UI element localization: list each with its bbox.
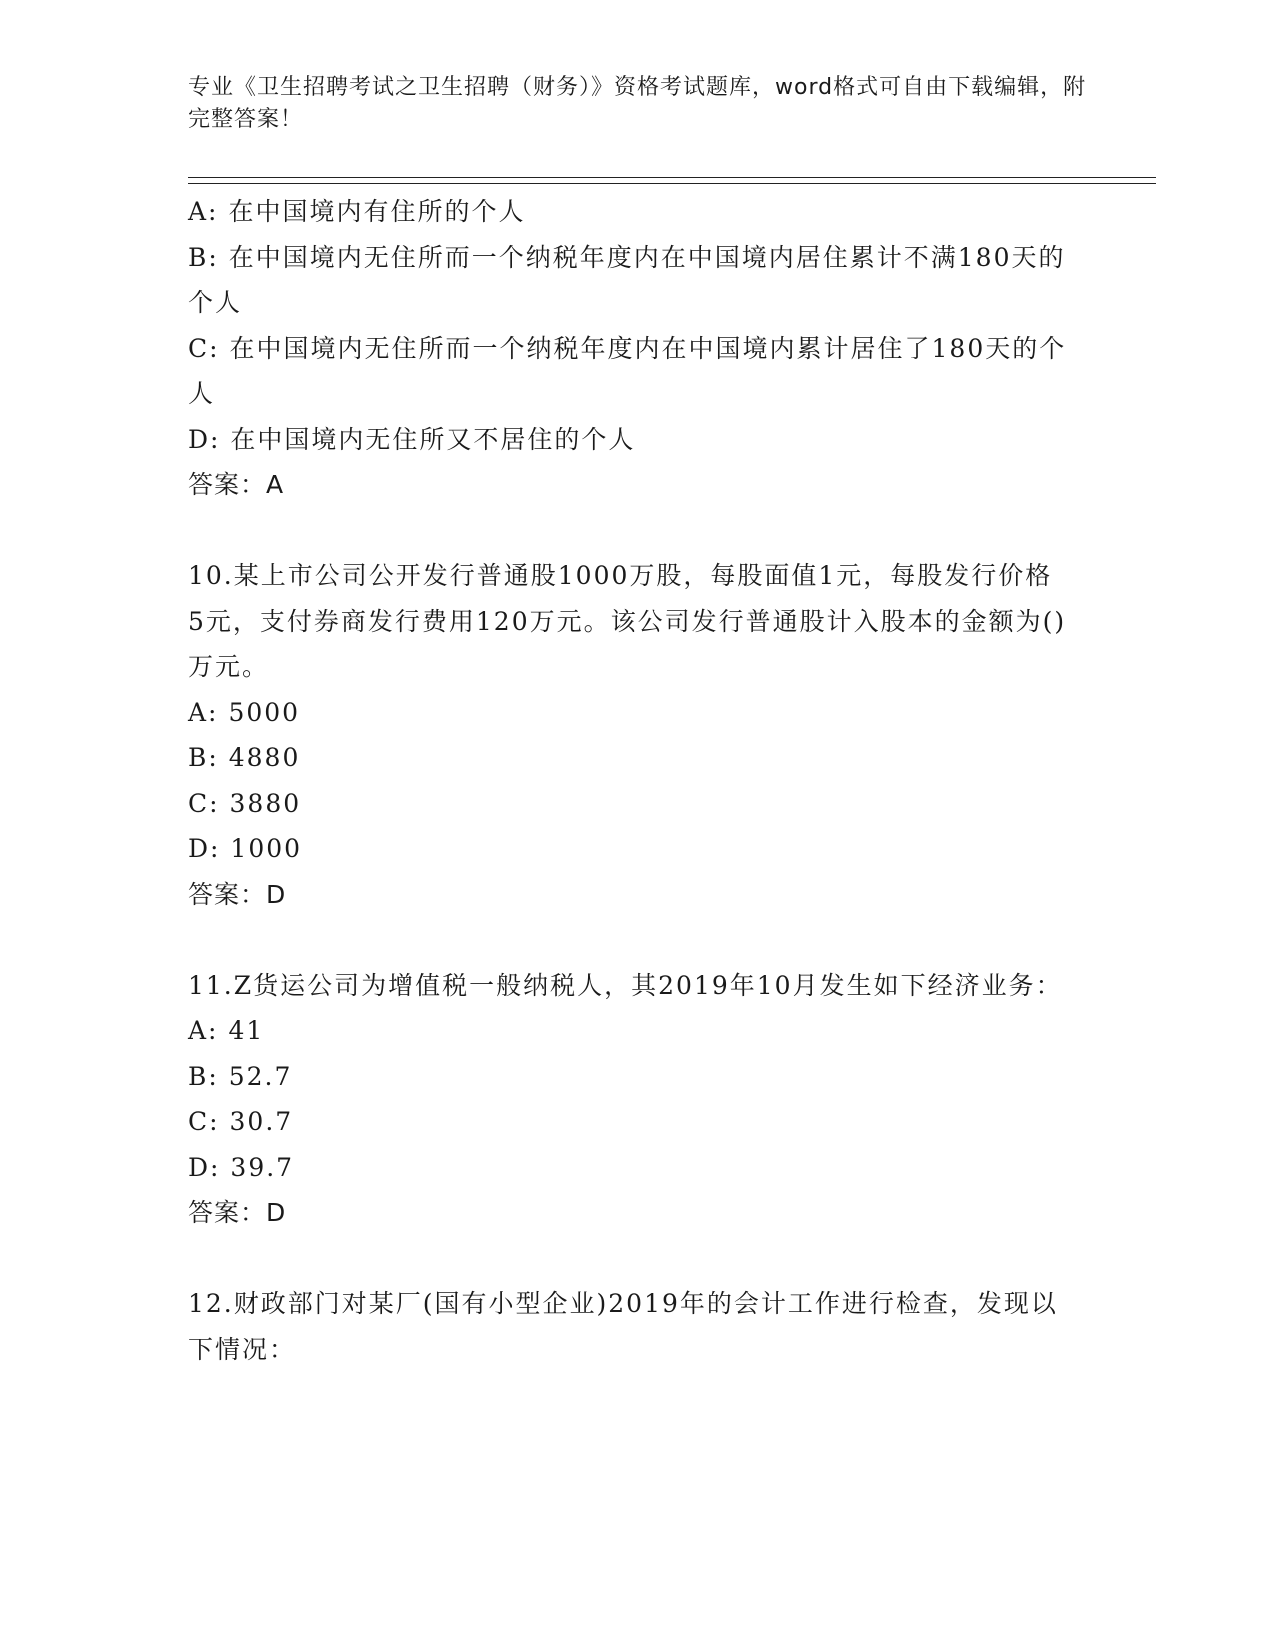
answer: 答案：A (188, 470, 285, 499)
spacer (188, 508, 1088, 554)
question-stem: 12.财政部门对某厂(国有小型企业)2019年的会计工作进行检查，发现以下情况： (188, 1289, 1058, 1364)
option-a: A: 41 (188, 1016, 265, 1045)
question-12 (188, 1281, 1088, 1372)
question-list (188, 189, 1088, 1372)
option-d: D: 1000 (188, 834, 303, 863)
option-c: C: 3880 (188, 788, 302, 818)
document-header: 专业《卫生招聘考试之卫生招聘（财务）》资格考试题库，word格式可自由下载编辑，附完整答案！ (188, 75, 1087, 132)
question-stem: 11.Z货运公司为增值税一般纳税人，其2019年10月发生如下经济业务： (188, 970, 1063, 1000)
option-a: A: 在中国境内有住所的个人 (188, 197, 526, 226)
header-divider-bottom (188, 183, 1156, 184)
question-10 (188, 553, 1088, 917)
option-a: A: 5000 (188, 697, 301, 727)
option-b: B: 4880 (188, 743, 301, 772)
option-b: B: 52.7 (188, 1061, 293, 1091)
option-c: C: 30.7 (188, 1107, 294, 1136)
question-9 (188, 189, 1088, 508)
option-d: D: 在中国境内无住所又不居住的个人 (188, 424, 636, 454)
answer: 答案：D (188, 1198, 287, 1227)
spacer (188, 917, 1088, 963)
answer: 答案：D (188, 879, 287, 909)
option-d: D: 39.7 (188, 1152, 295, 1182)
spacer (188, 1236, 1088, 1282)
header-divider-top (188, 177, 1156, 178)
option-b: B: 在中国境内无住所而一个纳税年度内在中国境内居住累计不满180天的个人 (188, 242, 1066, 317)
option-c: C: 在中国境内无住所而一个纳税年度内在中国境内累计居住了180天的个人 (188, 333, 1067, 408)
question-stem: 10.某上市公司公开发行普通股1000万股，每股面值1元，每股发行价格5元，支付券商发行费用120万元。该公司发行普通股计入股本的金额为()万元。 (188, 561, 1067, 681)
question-11 (188, 963, 1088, 1236)
